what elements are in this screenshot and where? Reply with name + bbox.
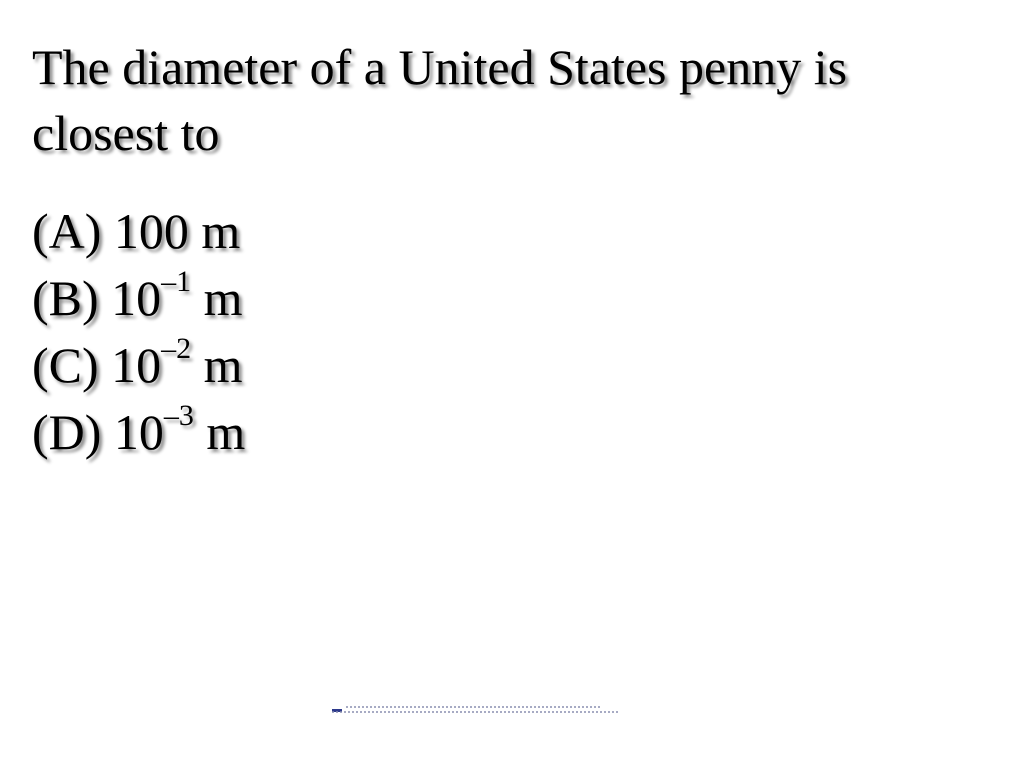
- choice-b-exponent: –1: [161, 265, 192, 299]
- choice-d-exponent: –3: [163, 399, 194, 433]
- choice-c-base: 10: [111, 337, 162, 393]
- choice-d-letter: (D): [32, 404, 102, 460]
- answer-choices: [32, 198, 245, 466]
- choice-a-letter: (A): [32, 203, 102, 259]
- choice-b-base: 10: [111, 270, 162, 326]
- choice-d-base: 10: [113, 404, 164, 460]
- question-text: The diameter of a United States penny is closest to: [32, 39, 848, 161]
- choice-a-unit: m: [201, 203, 241, 259]
- choice-a-value: 100: [113, 203, 189, 259]
- footer-dotted-artifact: [332, 706, 620, 714]
- choice-b-unit: m: [203, 270, 243, 326]
- choice-d: [32, 399, 245, 466]
- footer-artifact-dots-top: [346, 706, 600, 708]
- choice-c-letter: (C): [32, 337, 99, 393]
- choice-c: [32, 332, 245, 399]
- choice-c-unit: m: [203, 337, 243, 393]
- footer-artifact-dots-bottom: [332, 711, 620, 713]
- choice-b-letter: (B): [32, 270, 99, 326]
- choice-d-unit: m: [206, 404, 246, 460]
- choice-a: [32, 198, 245, 265]
- choice-b: [32, 265, 245, 332]
- choice-c-exponent: –2: [161, 332, 192, 366]
